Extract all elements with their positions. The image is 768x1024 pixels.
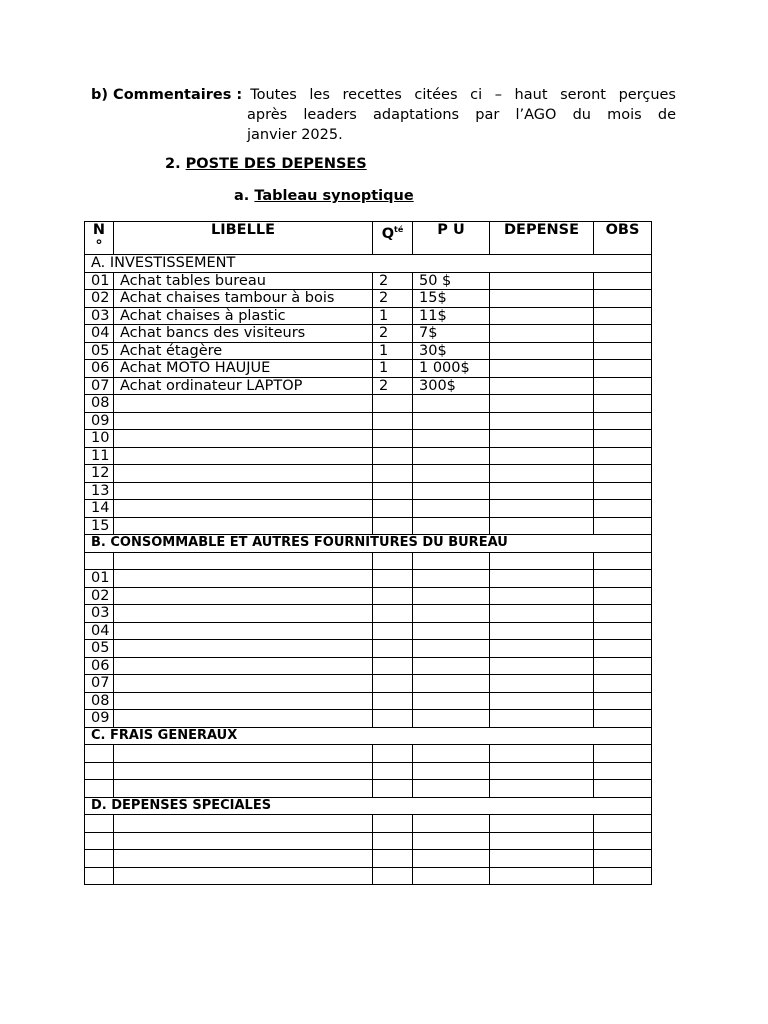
row-depense — [490, 272, 594, 290]
row-libelle: Achat chaises tambour à bois — [114, 290, 373, 308]
table-row — [85, 780, 652, 798]
row-libelle — [114, 692, 373, 710]
row-depense — [490, 395, 594, 413]
row-qte — [373, 867, 413, 885]
row-depense — [490, 587, 594, 605]
row-pu — [413, 745, 490, 763]
row-pu — [413, 622, 490, 640]
row-pu: 1 000$ — [413, 360, 490, 378]
table-row — [85, 692, 652, 710]
row-depense — [490, 570, 594, 588]
row-obs — [594, 552, 652, 570]
row-libelle — [114, 587, 373, 605]
header-qte: $Q^{té}$ — [373, 222, 413, 255]
row-obs — [594, 430, 652, 448]
row-libelle — [114, 622, 373, 640]
row-number: 08 — [85, 692, 114, 710]
row-libelle: Achat bancs des visiteurs — [114, 325, 373, 343]
table-row — [85, 587, 652, 605]
table-row — [85, 412, 652, 430]
row-libelle — [114, 675, 373, 693]
row-depense — [490, 430, 594, 448]
row-obs — [594, 675, 652, 693]
row-depense — [490, 815, 594, 833]
row-pu — [413, 552, 490, 570]
row-obs — [594, 447, 652, 465]
row-qte — [373, 517, 413, 535]
row-depense — [490, 360, 594, 378]
row-pu — [413, 675, 490, 693]
section-title: D. DEPENSES SPECIALES — [85, 797, 652, 815]
row-qte: 1 — [373, 307, 413, 325]
row-obs — [594, 710, 652, 728]
subsection-letter: a. — [234, 188, 250, 204]
row-depense — [490, 307, 594, 325]
row-qte — [373, 430, 413, 448]
table-row — [85, 447, 652, 465]
table-row — [85, 482, 652, 500]
row-qte — [373, 675, 413, 693]
section-title: A. INVESTISSEMENT — [85, 255, 652, 273]
row-qte — [373, 587, 413, 605]
row-qte — [373, 745, 413, 763]
row-depense — [490, 762, 594, 780]
row-pu — [413, 500, 490, 518]
row-pu — [413, 780, 490, 798]
section-row — [85, 535, 652, 553]
row-number: 02 — [85, 290, 114, 308]
row-obs — [594, 867, 652, 885]
row-number: 04 — [85, 325, 114, 343]
row-number: 07 — [85, 675, 114, 693]
row-libelle — [114, 867, 373, 885]
row-pu — [413, 465, 490, 483]
row-qte: 2 — [373, 325, 413, 343]
section-number: 2. — [165, 156, 181, 172]
row-pu — [413, 692, 490, 710]
row-obs — [594, 622, 652, 640]
row-number: 05 — [85, 342, 114, 360]
row-libelle — [114, 517, 373, 535]
table-row — [85, 342, 652, 360]
row-libelle — [114, 605, 373, 623]
row-number: 12 — [85, 465, 114, 483]
row-libelle: Achat chaises à plastic — [114, 307, 373, 325]
row-qte: 2 — [373, 377, 413, 395]
row-pu — [413, 867, 490, 885]
section-row — [85, 727, 652, 745]
row-number: 01 — [85, 272, 114, 290]
expense-table — [84, 221, 652, 885]
row-pu — [413, 657, 490, 675]
row-qte — [373, 482, 413, 500]
table-row — [85, 815, 652, 833]
table-row — [85, 500, 652, 518]
row-pu — [413, 430, 490, 448]
table-row — [85, 657, 652, 675]
row-depense — [490, 657, 594, 675]
row-depense — [490, 867, 594, 885]
table-row — [85, 325, 652, 343]
row-libelle — [114, 815, 373, 833]
table-row — [85, 272, 652, 290]
row-depense — [490, 780, 594, 798]
row-number — [85, 850, 114, 868]
row-qte — [373, 622, 413, 640]
row-qte — [373, 832, 413, 850]
row-number: 05 — [85, 640, 114, 658]
row-depense — [490, 290, 594, 308]
header-obs: OBS — [594, 222, 652, 255]
row-number: 08 — [85, 395, 114, 413]
row-libelle: Achat MOTO HAUJUE — [114, 360, 373, 378]
table-row — [85, 605, 652, 623]
row-pu — [413, 815, 490, 833]
row-obs — [594, 482, 652, 500]
row-obs — [594, 762, 652, 780]
section-title: C. FRAIS GENERAUX — [85, 727, 652, 745]
header-libelle: LIBELLE — [114, 222, 373, 255]
row-depense — [490, 465, 594, 483]
row-pu — [413, 640, 490, 658]
row-number — [85, 552, 114, 570]
row-qte: 2 — [373, 290, 413, 308]
row-qte: 2 — [373, 272, 413, 290]
row-libelle — [114, 640, 373, 658]
row-libelle — [114, 465, 373, 483]
header-pu: P U — [413, 222, 490, 255]
row-number — [85, 867, 114, 885]
row-number: 09 — [85, 412, 114, 430]
row-pu — [413, 517, 490, 535]
row-obs — [594, 605, 652, 623]
row-depense — [490, 692, 594, 710]
row-pu — [413, 832, 490, 850]
row-depense — [490, 342, 594, 360]
table-row — [85, 307, 652, 325]
row-obs — [594, 745, 652, 763]
row-qte: 1 — [373, 342, 413, 360]
row-qte — [373, 710, 413, 728]
row-libelle — [114, 395, 373, 413]
row-pu: 15$ — [413, 290, 490, 308]
row-libelle — [114, 762, 373, 780]
row-obs — [594, 657, 652, 675]
row-libelle — [114, 745, 373, 763]
row-depense — [490, 832, 594, 850]
row-libelle — [114, 780, 373, 798]
table-row — [85, 762, 652, 780]
comment-label: b) Commentaires : — [91, 87, 243, 103]
row-pu: 50 $ — [413, 272, 490, 290]
header-no: N ° — [85, 222, 114, 255]
row-depense — [490, 447, 594, 465]
row-qte — [373, 657, 413, 675]
row-obs — [594, 570, 652, 588]
row-qte — [373, 395, 413, 413]
row-libelle — [114, 657, 373, 675]
row-obs — [594, 517, 652, 535]
row-number — [85, 832, 114, 850]
comment-line-3: janvier 2025. — [247, 127, 343, 143]
row-qte — [373, 762, 413, 780]
row-pu: 300$ — [413, 377, 490, 395]
row-number: 09 — [85, 710, 114, 728]
row-qte — [373, 552, 413, 570]
row-number: 07 — [85, 377, 114, 395]
row-pu — [413, 395, 490, 413]
row-number: 06 — [85, 657, 114, 675]
row-libelle — [114, 710, 373, 728]
row-pu — [413, 570, 490, 588]
row-depense — [490, 622, 594, 640]
table-row — [85, 622, 652, 640]
row-libelle — [114, 850, 373, 868]
row-obs — [594, 640, 652, 658]
row-obs — [594, 307, 652, 325]
row-libelle: Achat ordinateur LAPTOP — [114, 377, 373, 395]
row-pu — [413, 412, 490, 430]
row-qte — [373, 465, 413, 483]
table-row — [85, 377, 652, 395]
row-depense — [490, 482, 594, 500]
row-pu — [413, 447, 490, 465]
row-depense — [490, 675, 594, 693]
row-qte — [373, 412, 413, 430]
row-number — [85, 815, 114, 833]
row-number: 14 — [85, 500, 114, 518]
row-depense — [490, 745, 594, 763]
row-pu: 11$ — [413, 307, 490, 325]
row-depense — [490, 517, 594, 535]
row-libelle — [114, 552, 373, 570]
row-number: 11 — [85, 447, 114, 465]
table-row — [85, 465, 652, 483]
row-number: 03 — [85, 605, 114, 623]
row-number: 03 — [85, 307, 114, 325]
row-libelle — [114, 832, 373, 850]
row-libelle: Achat tables bureau — [114, 272, 373, 290]
row-number — [85, 762, 114, 780]
row-number: 06 — [85, 360, 114, 378]
row-obs — [594, 342, 652, 360]
row-libelle — [114, 430, 373, 448]
row-obs — [594, 832, 652, 850]
subsection-title: Tableau synoptique — [254, 188, 414, 204]
section-title: POSTE DES DEPENSES — [185, 156, 367, 172]
row-obs — [594, 325, 652, 343]
row-qte — [373, 692, 413, 710]
header-depense: DEPENSE — [490, 222, 594, 255]
row-depense — [490, 605, 594, 623]
table-row — [85, 430, 652, 448]
table-row — [85, 867, 652, 885]
row-obs — [594, 272, 652, 290]
row-qte — [373, 500, 413, 518]
row-libelle — [114, 500, 373, 518]
row-number — [85, 745, 114, 763]
row-number: 02 — [85, 587, 114, 605]
row-libelle — [114, 412, 373, 430]
row-pu — [413, 762, 490, 780]
row-libelle — [114, 447, 373, 465]
row-pu — [413, 850, 490, 868]
table-row — [85, 832, 652, 850]
table-body — [85, 255, 652, 885]
row-pu — [413, 605, 490, 623]
table-row — [85, 290, 652, 308]
row-depense — [490, 850, 594, 868]
row-libelle: Achat étagère — [114, 342, 373, 360]
row-number — [85, 780, 114, 798]
row-number: 13 — [85, 482, 114, 500]
row-obs — [594, 815, 652, 833]
row-obs — [594, 692, 652, 710]
row-depense — [490, 640, 594, 658]
row-obs — [594, 780, 652, 798]
subsection-heading — [234, 188, 414, 204]
row-depense — [490, 552, 594, 570]
row-obs — [594, 412, 652, 430]
section-row — [85, 255, 652, 273]
table-row — [85, 675, 652, 693]
row-number: 15 — [85, 517, 114, 535]
row-obs — [594, 360, 652, 378]
row-qte — [373, 605, 413, 623]
section-heading — [165, 156, 367, 172]
section-title: B. CONSOMMABLE ET AUTRES FOURNITURES DU BUREAU — [85, 535, 652, 553]
row-depense — [490, 325, 594, 343]
row-qte — [373, 447, 413, 465]
row-qte — [373, 850, 413, 868]
row-obs — [594, 465, 652, 483]
comment-block — [91, 85, 676, 145]
row-obs — [594, 395, 652, 413]
row-obs — [594, 850, 652, 868]
table-header-row — [85, 222, 652, 255]
table-row — [85, 745, 652, 763]
row-pu: 7$ — [413, 325, 490, 343]
row-obs — [594, 290, 652, 308]
row-number: 01 — [85, 570, 114, 588]
table-row — [85, 517, 652, 535]
row-obs — [594, 377, 652, 395]
row-depense — [490, 710, 594, 728]
row-qte — [373, 815, 413, 833]
row-number: 04 — [85, 622, 114, 640]
table-row — [85, 552, 652, 570]
table-row — [85, 360, 652, 378]
row-depense — [490, 412, 594, 430]
row-qte: 1 — [373, 360, 413, 378]
row-depense — [490, 377, 594, 395]
row-qte — [373, 570, 413, 588]
table-row — [85, 640, 652, 658]
row-libelle — [114, 482, 373, 500]
row-pu — [413, 482, 490, 500]
row-qte — [373, 640, 413, 658]
table-row — [85, 570, 652, 588]
row-number: 10 — [85, 430, 114, 448]
row-depense — [490, 500, 594, 518]
row-obs — [594, 587, 652, 605]
comment-line-2: après leaders adaptations par l’AGO du mois de — [247, 107, 676, 123]
row-qte — [373, 780, 413, 798]
table-row — [85, 850, 652, 868]
comment-line-1: Toutes les recettes citées ci – haut seront perçues — [250, 87, 676, 103]
row-pu: 30$ — [413, 342, 490, 360]
section-row — [85, 797, 652, 815]
row-pu — [413, 710, 490, 728]
row-libelle — [114, 570, 373, 588]
table-row — [85, 710, 652, 728]
row-pu — [413, 587, 490, 605]
table-row — [85, 395, 652, 413]
row-obs — [594, 500, 652, 518]
